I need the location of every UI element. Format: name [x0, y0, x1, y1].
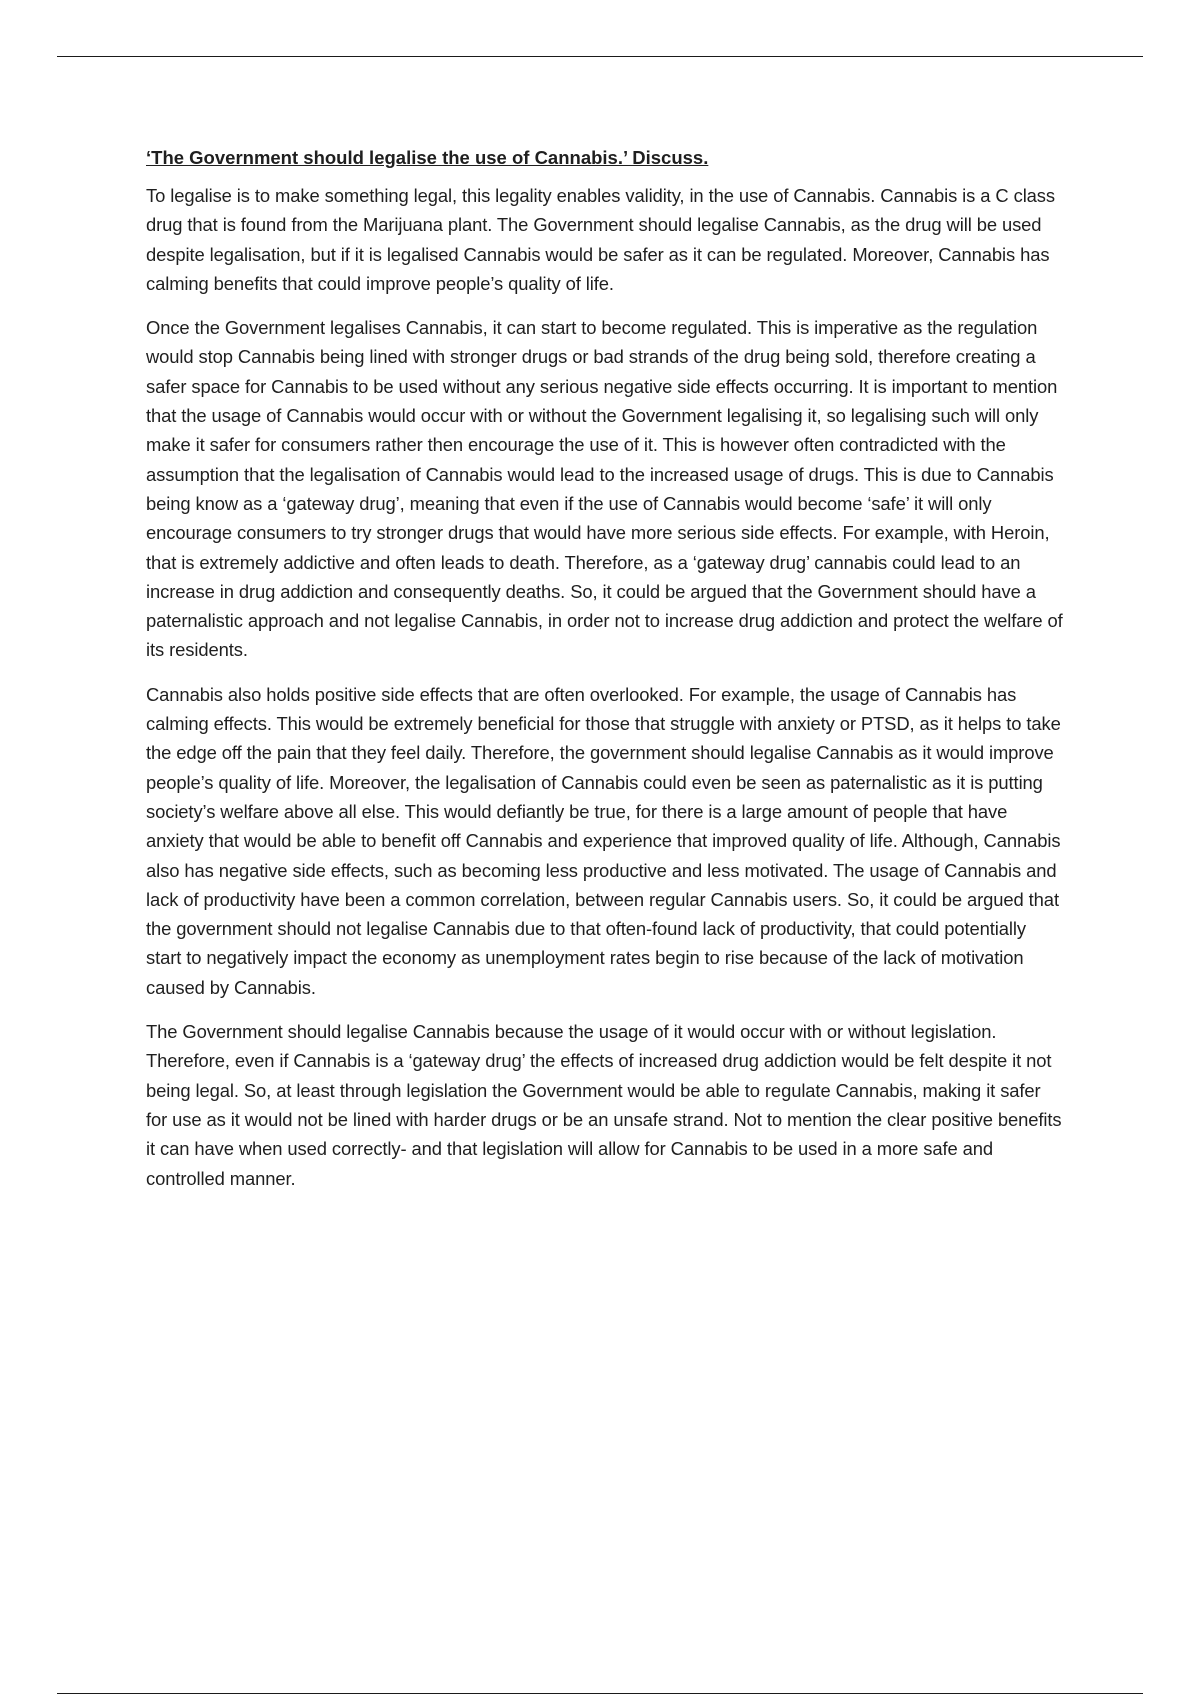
paragraph-regulation: Once the Government legalises Cannabis, it can start to become regulated. This is imperative as the regulation would stop Cannabis being lined with stronger drugs or bad strands of the drug being sold, therefore creating a safer space for Cannabis to be used without any serious negative side effects occurring. It is important to mention that the usage of Cannabis would occur with or without the Government legalising it, so legalising such will only make it safer for consumers rather then encourage the use of it. This is however often contradicted with the assumption that the legalisation of Cannabis would lead to the increased usage of drugs. This is due to Cannabis being know as a ‘gateway drug’, meaning that even if the use of Cannabis would become ‘safe’ it will only encourage consumers to try stronger drugs that would have more serious side effects. For example, with Heroin, that is extremely addictive and often leads to death. Therefore, as a ‘gateway drug’ cannabis could lead to an increase in drug addiction and consequently deaths. So, it could be argued that the Government should have a paternalistic approach and not legalise Cannabis, in order not to increase drug addiction and protect the welfare of its residents. — [146, 317, 1063, 661]
paragraph-conclusion: The Government should legalise Cannabis because the usage of it would occur with or without legislation. Therefore, even if Cannabis is a ‘gateway drug’ the effects of increased drug addiction would be felt despite it not being legal. So, at least through legislation the Government would be able to regulate Cannabis, making it safer for use as it would not be lined with harder drugs or be an unsafe strand. Not to mention the clear positive benefits it can have when used correctly- and that legislation will allow for Cannabis to be used in a more safe and controlled manner. — [146, 1021, 1062, 1189]
paragraph-introduction: To legalise is to make something legal, this legality enables validity, in the use of Cannabis. Cannabis is a C class drug that is found from the Marijuana plant. The Government should legalise Cannabis, as the drug will be used despite legalisation, but if it is legalised Cannabis would be safer as it can be regulated. Moreover, Cannabis has calming benefits that could improve people’s quality of life. — [146, 185, 1055, 294]
paragraph-side-effects: Cannabis also holds positive side effects that are often overlooked. For example, the usage of Cannabis has calming effects. This would be extremely beneficial for those that struggle with anxiety or PTSD, as it helps to take the edge off the pain that they feel daily. Therefore, the government should legalise Cannabis as it would improve people’s quality of life. Moreover, the legalisation of Cannabis could even be seen as paternalistic as it is putting society’s welfare above all else. This would defiantly be true, for there is a large amount of people that have anxiety that would be able to benefit off Cannabis and experience that improved quality of life. Although, Cannabis also has negative side effects, such as becoming less productive and less motivated. The usage of Cannabis and lack of productivity have been a common correlation, between regular Cannabis users. So, it could be argued that the government should not legalise Cannabis due to that often-found lack of productivity, that could potentially start to negatively impact the economy as unemployment rates begin to rise because of the lack of motivation caused by Cannabis. — [146, 683, 1061, 998]
header-rule — [57, 56, 1143, 57]
footer-rule — [57, 1693, 1143, 1694]
document-body — [146, 145, 1066, 1208]
document-title: ‘The Government should legalise the use of Cannabis.’ Discuss. — [146, 147, 709, 168]
